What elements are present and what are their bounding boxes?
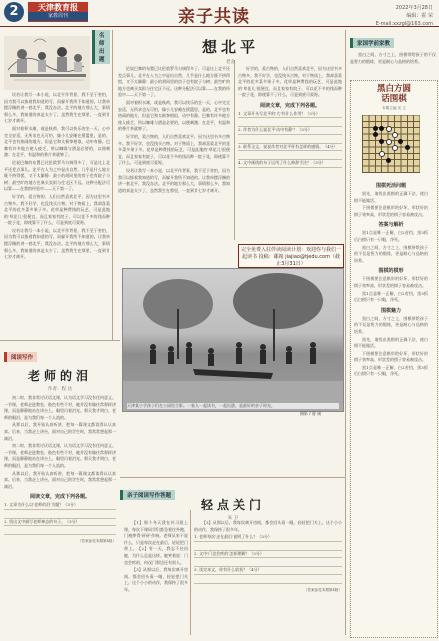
main-article-col1 [4,92,110,337]
go-poem-body: 黑白之间，方寸之上，围棋带给孩子的不仅是智力的锻炼，更是耐心与品格的培养。 [354,315,428,334]
main-article-col3 [238,66,342,238]
people-silhouettes [123,269,343,411]
park-photo [122,268,344,412]
column-divider [112,30,113,340]
masthead-logo [28,2,88,22]
main-article-col3-text: 好学的，爱古物的，人们自然喜欢北平，因为这里书多古物多。我不好学，也没钱买古物。对于物质上，我却喜爱北平的花多菜多果子多。花草是种费钱的玩艺，可是此地的'草花儿'很便宜，而且家家有院子，可以花不多的钱而种一院子花，即使算不了什么，可是到底可爱呀。 [238,66,342,98]
teacher-questions-intro: 阅读文章，完成下列各题。 [29,494,90,501]
answer-line[interactable] [194,575,342,584]
photo-caption: 天津某小学孩子们在公园里合影。一家人一起读书，一起出游，是最好的亲子时光。 [127,403,339,409]
photo-credit: 摄影 / 曹 刚 [300,411,322,416]
column-divider [234,60,235,240]
go-guide-body: 下围棋要注意棋形的好坏，形状好的棋子效率高，形状差的棋子容易被攻击。 [354,276,428,288]
question-item: 1. 文章为什么以'老师的泪'为题？（3分） [4,502,116,510]
main-article-body-repeat: 论说巴黎的布置已比伦敦罗马匀调得多了，可是比上北平还差点事儿。北平在人为之中显出自然，几乎是什么地方既不挤得慌，又不太僻静：最小的胡同里的房子也有院子与树；最空旷的地方也离买卖街与住宅区不远。这种分配法可以算——在我的经验中——天下第一了。 [4,159,110,192]
question-item: 1. 文章开头写北平的'大'有什么作用？（3分） [238,111,342,119]
right-intro [350,30,436,80]
right-intro-text: 黑白之间，方寸之上，围棋带给孩子的不仅是智力的锻炼，更是耐心与品格的培养。 [350,52,436,64]
go-problem-body-repeat: 下围棋要注意棋形的好坏，形状好的棋子效率高，形状差的棋子容易被攻击。 [354,205,428,217]
go-card-content [354,179,428,379]
section-divider [0,340,120,341]
go-board[interactable] [362,115,420,173]
go-answer-title: 答案与解析 [378,222,404,229]
teacher-article-title: 老师的泪 [27,369,92,383]
teacher-article-body-repeat: 初二时，我非常讨厌语文课，认为语文学习没有任何意义。一节课，老师走进教室，脸色有些不对，她并没有像往常那样讲课，而是静静地站在讲台上，眼里闪着泪光。那天我才明白，老师的眼泪，是为我们每一个人流的。 [4,443,116,468]
question-item: 4. 文中画线的句子运用了什么修辞手法？（3分） [238,160,342,168]
tag-preschool: 家国学前家教 [350,38,394,48]
question-item: 3. 读完本文，你有什么收获？（4分） [194,567,342,575]
masthead-sub: 家教周刊 [28,12,88,21]
question-item: 2. 作者为什么说北平'动中有静'？（3分） [238,127,342,135]
teacher-article-body-repeat: 从那以后，我开始认真听讲，把每一篇课文都读得认认真真。后来，当我走上讲台，面对自己的学生时，我常常想起那一滴泪。 [4,470,116,489]
go-problem-body: 黑先，请找出黑棋的正确下法，使白棋不能做活。 [354,191,428,203]
go-poem-body-repeat: 下围棋要注意棋形的好坏，形状好的棋子效率高，形状差的棋子容易被攻击。 [354,350,428,363]
family-illustration [4,30,110,90]
go-problem-title: 围棋死活问题 [375,183,406,189]
question-item: 2. 找出文中描写老师神态的句子。（3分） [4,519,116,527]
date-line: 2022年3月28日 [395,5,433,11]
teacher-article [4,344,116,636]
tag-answer-section: 亲子阅读写作答题 [120,490,175,500]
pass-article-title: 轻点关门 [200,498,265,512]
answer-source: （答案参见本期第4版） [77,539,116,544]
notice-box [238,244,344,268]
main-article-body: 面对着积水滩，或是秋荷，我可以快乐的坐一天，心中完全安适，无所求也无可怕，像小儿安睡在摇篮里。是的，北平也有热闹的地方，但是它和太极拳相似，动中有静。巴黎有许多地方使人疲乏，所以咖啡与酒是必要的，以便刺激；在北平，有温和的香片茶就够了。 [4,125,110,158]
go-card-author: 本期主编 吴 文 [382,106,406,110]
go-card-title-1: 黑白方圆 [376,84,411,94]
main-article-col2 [118,66,230,238]
notice-text: 完全免费入驻伴读阅读计划：欢迎你与我们一起读书 投稿：邮箱 jiajiao@tjedu.com（截止3月31日） [241,247,342,267]
questions-intro: 阅读文章，完成下列各题。 [259,102,320,109]
go-card [350,80,438,638]
column-divider [345,30,346,635]
go-poem-title: 围棋魅力 [380,307,401,314]
pass-article-col1 [124,520,188,636]
page-header [0,0,439,27]
answer-line[interactable] [194,558,342,567]
pass-article-author: 朱 卫 [227,516,239,521]
pass-article-header [124,496,342,521]
answer-line[interactable] [4,526,116,535]
go-answer-body-repeat: 黑白之间，方寸之上，围棋带给孩子的不仅是智力的锻炼，更是耐心与品格的培养。 [354,244,428,263]
main-article-col2-text: 论说巴黎的布置已比伦敦罗马匀调得多了，可是比上北平还差点事儿。北平在人为之中显出自然，几乎是什么地方既不挤得慌，又不太僻静：最小的胡同里的房子也有院子与树；最空旷的地方也离买卖街与住宅区不远。这种分配法可以算——在我的经验中——天下第一了。 [118,66,230,98]
answer-line[interactable] [194,542,342,551]
main-article-title: 想北平 [201,38,259,56]
main-article-col2-text: 设若让我写一本小说，以北平作背景，我不至于害怕，因为我可以拣着我知道的写，而躲开我所不知道的。让我单摆浮搁的讲一套北平，我没办法。北平的地方那么大，事情那么多，我知道的真是太少了，虽然我生在那里，一直到廿七岁才离开。 [118,167,230,193]
main-article-author: 老舍 [226,60,235,65]
tag-reading-writing: 阅读写作 [4,352,37,362]
pass-article-body-repeat: 【3】从那以后，我每次离开房间，都会回头看一眼，轻轻把门关上。这个小小的动作，我保持了很多年。 [194,520,342,532]
main-article-body-repeat: 好学的，爱古物的，人们自然喜欢北平，因为这里书多古物多。我不好学，也没钱买古物。对于物质上，我却喜爱北平的花多菜多果子多。花草是种费钱的玩艺，可是此地的'草花儿'很便宜，而且家家有院子，可以花不多的钱而种一院子花，即使算不了什么，可是到底可爱呀。 [4,193,110,226]
question-item: 3. 联系全文，说说作者对北平怀有怎样的感情。（4分） [238,144,342,152]
answer-line[interactable] [4,510,116,519]
main-article-col2-text: 好学的，爱古物的，人们自然喜欢北平，因为这里书多古物多。我不好学，也没钱买古物。对于物质上，我却喜爱北平的花多菜多果子多。花草是种费钱的玩艺，可是此地的'草花儿'很便宜，而且家家有院子，可以花不多的钱而种一院子花，即使算不了什么，可是到底可爱呀。 [118,133,230,166]
tag-answer-section-wrap [120,482,188,499]
masthead-name: 天津教育报 [38,2,78,12]
go-guide-title: 围棋的棋形 [378,268,404,275]
question-item: 1. 老师每次'走在最后'说明了什么？（3分） [194,534,342,542]
go-poem-body-repeat: 黑1点是唯一正解，白2若挡，黑3扳后白棋只有一只眼，净死。 [354,364,428,377]
teacher-article-author: 作者：程 达 [48,387,72,392]
tag-teacher-question: 名师出题 [92,30,110,64]
header-info [376,4,433,28]
main-article-body-repeat: 设若让我写一本小说，以北平作背景，我不至于害怕，因为我可以拣着我知道的写，而躲开我所不知道的。让我单摆浮搁的讲一套北平，我没办法。北平的地方那么大，事情那么多，我知道的真是太少了，虽然我生在那里，一直到廿七岁才离开。 [4,227,110,260]
main-article-lead: 设若让我写一本小说，以北平作背景，我不至于害怕，因为我可以拣着我知道的写，而躲开我所不知道的。让我单摆浮搁的讲一套北平，我没办法。北平的地方那么大，事情那么多，我知道的真是太少了，虽然我生在那里，一直到廿七岁才离开。 [4,92,110,124]
answer-line[interactable] [238,135,342,144]
section-divider [120,477,345,478]
main-article-col2-text: 面对着积水滩，或是秋荷，我可以快乐的坐一天，心中完全安适，无所求也无可怕，像小儿安睡在摇篮里。是的，北平也有热闹的地方，但是它和太极拳相似，动中有静。巴黎有许多地方使人疲乏，所以咖啡与酒是必要的，以便刺激；在北平，有温和的香片茶就够了。 [118,99,230,132]
go-poem-body-repeat: 黑先，请找出黑棋的正确下法，使白棋不能做活。 [354,336,428,349]
teacher-article-body2: 从那以后，我开始认真听讲，把每一篇课文都读得认认真真。后来，当我走上讲台，面对自己的学生时，我常常想起那一滴泪。 [4,422,116,441]
contact-line: E-mail:xxzgl@163.com [375,21,433,27]
pass-article-body: 【1】那个冬天我在补习班上课，每次下课同学们都急着往外跑，门被摔得'砰砰'作响。老师从来不说什么，只是每次走在最后，轻轻把门带上。【2】有一天，我忍不住问她，为什么总是这样。她笑着说：门也会疼的，何况门那边还有别人。 [124,520,188,565]
main-article-header [118,36,343,64]
go-card-title-2: 话围棋 [381,94,407,104]
editor-line: 编辑：霍 荣 [406,13,433,19]
answer-source: （答案参见本期第4版） [303,587,342,592]
pass-article-col2 [194,520,342,636]
question-item: 2. 文中'门也会疼的'怎样理解？（3分） [194,551,342,559]
pass-article-body2: 【3】从那以后，我每次离开房间，都会回头看一眼，轻轻把门关上。这个小小的动作，我保持了很多年。 [124,567,188,592]
go-answer-body: 黑1点是唯一正解，白2若挡，黑3扳后白棋只有一只眼，净死。 [354,230,428,242]
column-divider [190,510,191,635]
teacher-article-body: 初二时，我非常讨厌语文课，认为语文学习没有任何意义。一节课，老师走进教室，脸色有些不对，她并没有像往常那样讲课，而是静静地站在讲台上，眼里闪着泪光。那天我才明白，老师的眼泪，是为我们每一个人流的。 [4,395,116,420]
go-guide-body-repeat: 黑1点是唯一正解，白2若挡，黑3扳后白棋只有一只眼，净死。 [354,290,428,303]
page-number: 2 [4,2,24,22]
section-title: 亲子共读 [178,7,250,27]
